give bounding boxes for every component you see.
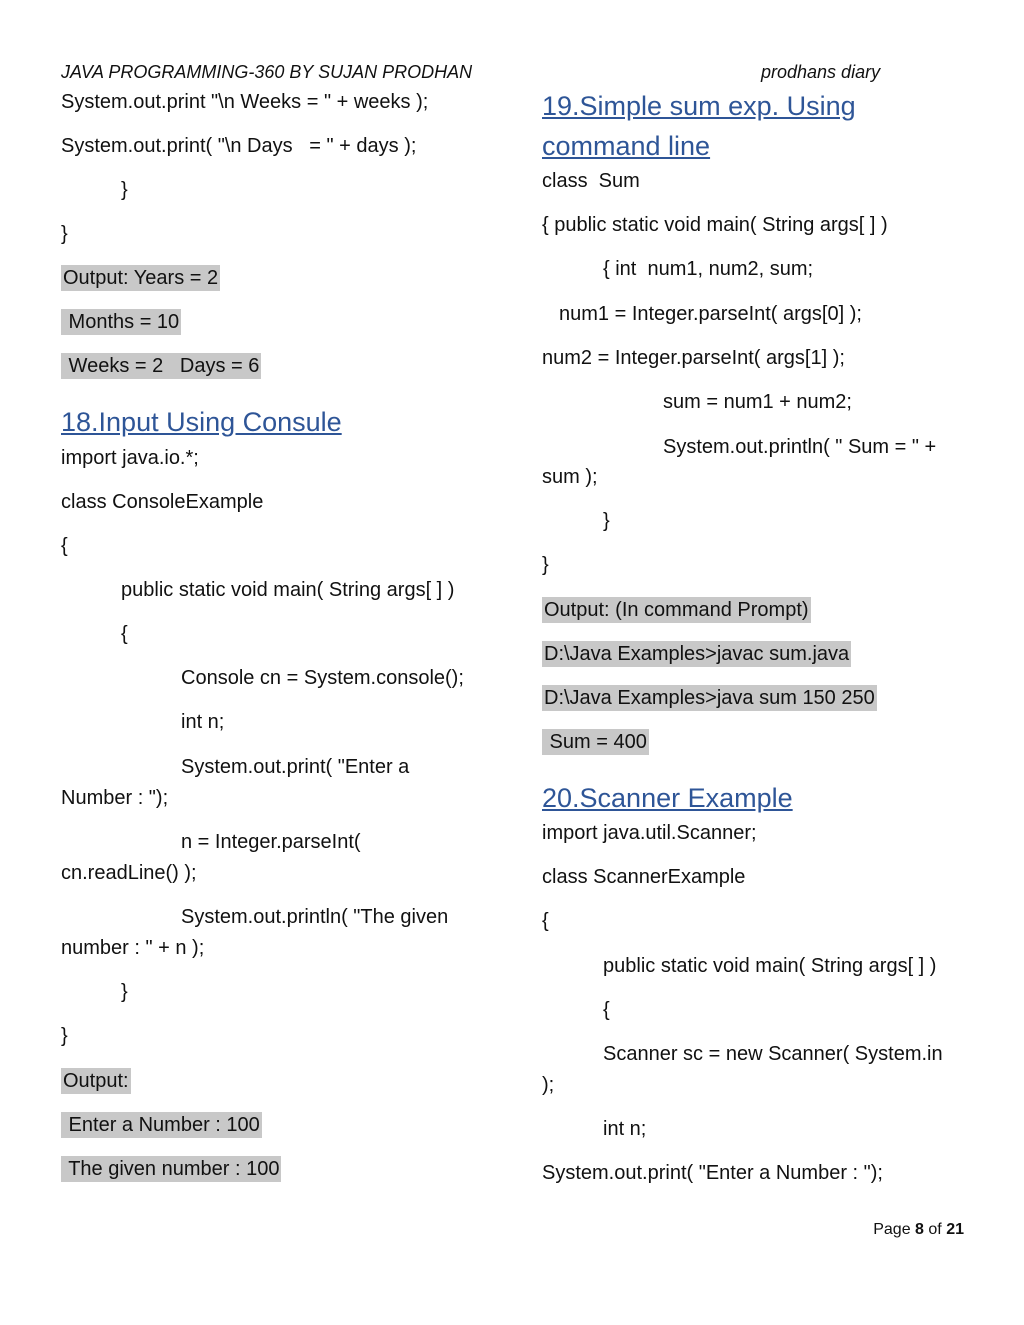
section-heading-18: 18.Input Using Consule — [61, 407, 342, 437]
page-number: 8 — [915, 1221, 924, 1238]
code-line: public static void main( String args[ ] ) — [121, 579, 455, 601]
code-line: } — [121, 179, 128, 201]
code-line: n = Integer.parseInt( — [181, 831, 361, 853]
code-line: number : " + n ); — [61, 937, 205, 959]
section-heading-20: 20.Scanner Example — [542, 783, 793, 813]
output-line: Months = 10 — [63, 311, 180, 333]
code-line: System.out.println( "The given — [181, 906, 449, 928]
code-line: { — [61, 535, 68, 557]
output-line: Sum = 400 — [544, 731, 647, 753]
page-footer — [873, 1221, 964, 1239]
code-line: num2 = Integer.parseInt( args[1] ); — [542, 347, 845, 369]
code-line: } — [603, 510, 610, 532]
code-line: { int num1, num2, sum; — [603, 258, 814, 280]
header-right-title: prodhans diary — [761, 62, 881, 82]
code-line: Number : "); — [61, 787, 169, 809]
code-line: num1 = Integer.parseInt( args[0] ); — [559, 303, 862, 325]
output-line: D:\Java Examples>java sum 150 250 — [544, 687, 875, 709]
code-line: int n; — [603, 1118, 647, 1140]
code-line: Scanner sc = new Scanner( System.in — [603, 1043, 943, 1065]
section-heading-19: 19.Simple sum exp. Using — [542, 91, 856, 121]
code-line: class ConsoleExample — [61, 491, 264, 513]
output-line: Weeks = 2 Days = 6 — [63, 355, 260, 377]
code-line: sum = num1 + num2; — [663, 391, 852, 413]
header-left-title: JAVA PROGRAMMING-360 BY SUJAN PRODHAN — [61, 62, 473, 82]
code-line: System.out.print "\n Weeks = " + weeks ); — [61, 91, 429, 113]
code-line: Console cn = System.console(); — [181, 667, 464, 689]
code-line: import java.util.Scanner; — [542, 822, 757, 844]
code-line: System.out.print( "Enter a Number : "); — [542, 1162, 883, 1184]
code-line: cn.readLine() ); — [61, 862, 197, 884]
code-line: } — [121, 981, 128, 1003]
code-line: { public static void main( String args[ ] ) — [542, 214, 888, 236]
code-line: import java.io.*; — [61, 447, 199, 469]
code-line: { — [603, 999, 610, 1021]
code-line: } — [542, 554, 549, 576]
code-line: class Sum — [542, 170, 640, 192]
code-line: ); — [542, 1074, 555, 1096]
code-line: System.out.print( "\n Days = " + days ); — [61, 135, 417, 157]
output-line: The given number : 100 — [63, 1158, 280, 1180]
output-line: D:\Java Examples>javac sum.java — [544, 643, 850, 665]
output-line: Output: Years = 2 — [63, 267, 219, 289]
page-label: Page — [873, 1221, 911, 1238]
of-label: of — [928, 1221, 942, 1238]
code-line: } — [61, 223, 68, 245]
code-line: int n; — [181, 711, 225, 733]
code-line: class ScannerExample — [542, 866, 746, 888]
code-line: { — [121, 623, 128, 645]
output-line: Output: (In command Prompt) — [544, 599, 809, 621]
section-heading-19-cont: command line — [542, 131, 711, 161]
total-pages: 21 — [946, 1221, 964, 1238]
code-line: { — [542, 910, 549, 932]
output-line: Output: — [63, 1070, 129, 1092]
code-line: } — [61, 1025, 68, 1047]
code-line: public static void main( String args[ ] ) — [603, 955, 937, 977]
code-line: System.out.print( "Enter a — [181, 756, 410, 778]
code-line: System.out.println( " Sum = " + — [663, 436, 937, 458]
code-line: sum ); — [542, 466, 598, 488]
output-line: Enter a Number : 100 — [63, 1114, 260, 1136]
